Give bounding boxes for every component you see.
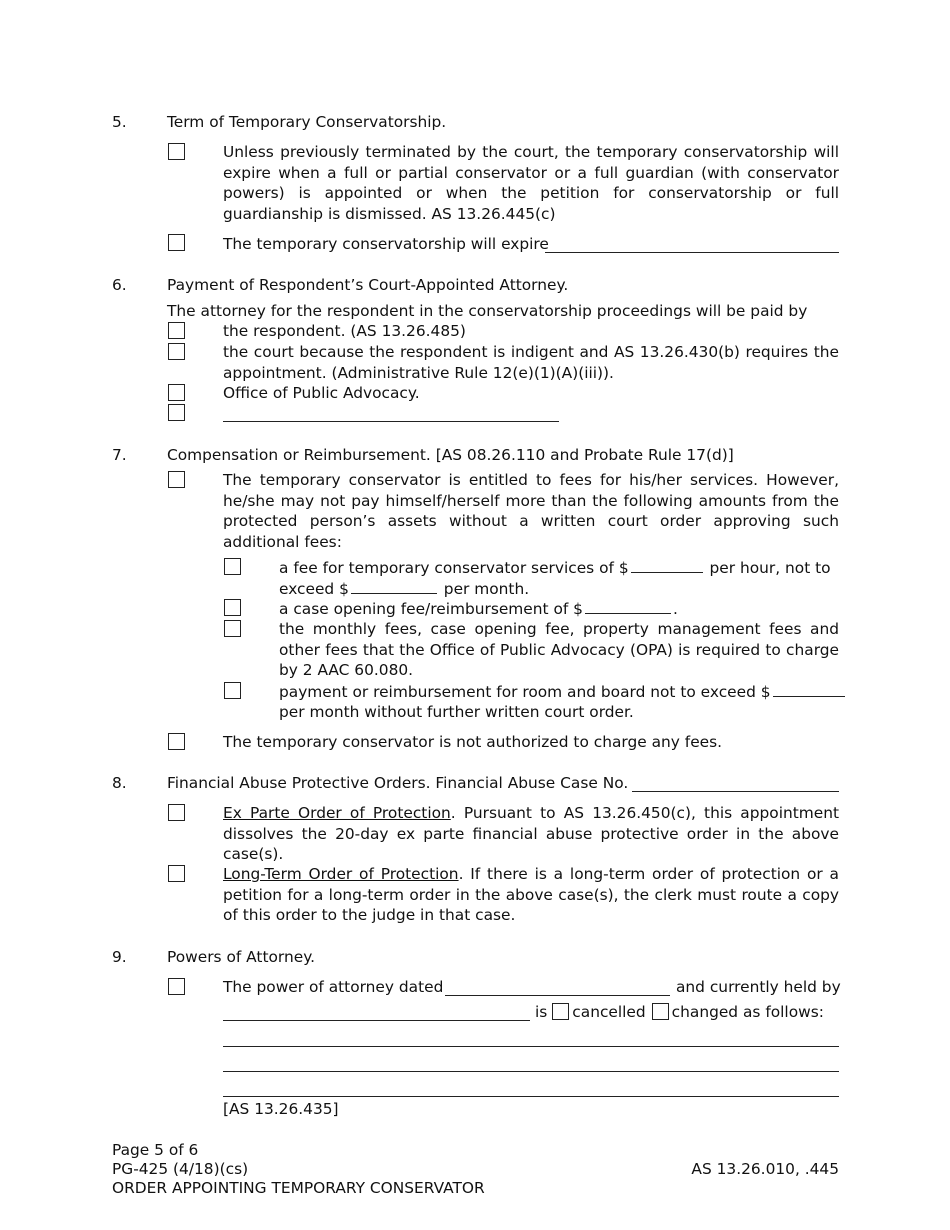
poa-held-by-label: and currently held by bbox=[676, 978, 841, 996]
room-board-checkbox[interactable] bbox=[224, 682, 241, 699]
section-5-heading: Term of Temporary Conservatorship. bbox=[167, 113, 447, 131]
term-expire-date-field[interactable] bbox=[545, 252, 839, 253]
hourly-fee-checkbox[interactable] bbox=[224, 558, 241, 575]
section-8-heading: Financial Abuse Protective Orders. Financial Abuse Case No. bbox=[167, 774, 629, 792]
opa-fees-text: the monthly fees, case opening fee, property management fees and other fees that the Office of Public Advocacy (OPA) is required to charge by 2 AAC 60.080. bbox=[279, 620, 839, 679]
room-board-line-1 bbox=[279, 681, 847, 703]
poa-status-line bbox=[535, 1002, 824, 1023]
section-7-number: 7. bbox=[112, 446, 127, 464]
footer-statute: AS 13.26.010, .445 bbox=[691, 1160, 839, 1178]
hourly-fee-suffix: per hour, not to bbox=[709, 559, 831, 577]
long-term-order-checkbox[interactable] bbox=[168, 865, 185, 882]
term-expire-date-checkbox[interactable] bbox=[168, 234, 185, 251]
hourly-fee-label: a fee for temporary conservator services of $ bbox=[279, 559, 629, 577]
poa-changes-line-1[interactable] bbox=[223, 1046, 839, 1047]
hourly-rate-field[interactable] bbox=[631, 557, 703, 573]
poa-cancelled-checkbox[interactable] bbox=[552, 1003, 569, 1020]
ex-parte-order-checkbox[interactable] bbox=[168, 804, 185, 821]
term-previously-terminated-text: Unless previously terminated by the court, the temporary conservatorship will expire when a full or partial conservator or a full guardian (with conservator powers) is appointed or when the petition for conservatorship or full guardianship is dismissed. AS 13.26.445(c) bbox=[223, 143, 839, 223]
poa-statute-cite: [AS 13.26.435] bbox=[223, 1100, 339, 1118]
poa-cancelled-label: cancelled bbox=[572, 1003, 646, 1021]
poa-changed-label: changed as follows: bbox=[671, 1003, 824, 1021]
paid-by-court-text: the court because the respondent is indigent and AS 13.26.430(b) requires the appointment. (Administrative Rule 12(e)(1)(A)(iii)). bbox=[223, 343, 839, 382]
section-6-number: 6. bbox=[112, 276, 127, 294]
poa-dated-label: The power of attorney dated bbox=[223, 978, 444, 996]
monthly-cap-field[interactable] bbox=[351, 578, 437, 594]
term-previously-terminated-checkbox[interactable] bbox=[168, 143, 185, 160]
room-board-label: payment or reimbursement for room and board not to exceed $ bbox=[279, 683, 771, 701]
hourly-fee-line-1 bbox=[279, 557, 831, 579]
poa-changes-line-2[interactable] bbox=[223, 1071, 839, 1072]
section-9-number: 9. bbox=[112, 948, 127, 966]
case-opening-fee-period: . bbox=[672, 600, 678, 618]
room-board-field[interactable] bbox=[773, 681, 845, 697]
long-term-order-text bbox=[223, 864, 839, 926]
footer-form-number: PG-425 (4/18)(cs) bbox=[112, 1160, 249, 1178]
ex-parte-order-text bbox=[223, 803, 839, 865]
case-opening-fee-label: a case opening fee/reimbursement of $ bbox=[279, 600, 583, 618]
footer-page-number: Page 5 of 6 bbox=[112, 1141, 199, 1159]
monthly-cap-label: exceed $ bbox=[279, 580, 349, 598]
opa-fees-checkbox[interactable] bbox=[224, 620, 241, 637]
paid-by-respondent-text: the respondent. (AS 13.26.485) bbox=[223, 322, 466, 340]
long-term-order-body: . If there is a long-term order of protection or a petition for a long-term order in the above case(s), the clerk must route a copy of this order to the judge in that case. bbox=[223, 865, 839, 924]
fees-entitled-checkbox[interactable] bbox=[168, 471, 185, 488]
paid-by-opa-text: Office of Public Advocacy. bbox=[223, 384, 420, 402]
case-opening-fee-checkbox[interactable] bbox=[224, 599, 241, 616]
case-opening-fee-line bbox=[279, 598, 678, 620]
fees-entitled-text: The temporary conservator is entitled to fees for his/her services. However, he/she may not pay himself/herself more than the following amounts from the protected person’s assets without a written court order approving such additional fees: bbox=[223, 471, 839, 551]
no-fees-checkbox[interactable] bbox=[168, 733, 185, 750]
paid-by-court-checkbox[interactable] bbox=[168, 343, 185, 360]
poa-changes-line-3[interactable] bbox=[223, 1096, 839, 1097]
ex-parte-order-body: . Pursuant to AS 13.26.450(c), this appointment dissolves the 20-day ex parte financial abuse protective order in the above case(s). bbox=[223, 804, 840, 863]
financial-abuse-case-number-field[interactable] bbox=[632, 791, 839, 792]
section-7-heading: Compensation or Reimbursement. [AS 08.26.110 and Probate Rule 17(d)] bbox=[167, 446, 734, 464]
case-opening-fee-field[interactable] bbox=[585, 598, 671, 614]
no-fees-text: The temporary conservator is not authorized to charge any fees. bbox=[223, 733, 723, 751]
paid-by-other-checkbox[interactable] bbox=[168, 404, 185, 421]
term-expire-label: The temporary conservatorship will expire bbox=[223, 235, 549, 253]
poa-date-field[interactable] bbox=[445, 995, 670, 996]
poa-holder-field[interactable] bbox=[223, 1020, 530, 1021]
long-term-order-title: Long-Term Order of Protection bbox=[223, 865, 459, 883]
ex-parte-order-title: Ex Parte Order of Protection bbox=[223, 804, 451, 822]
section-9-heading: Powers of Attorney. bbox=[167, 948, 315, 966]
section-6-heading: Payment of Respondent’s Court-Appointed Attorney. bbox=[167, 276, 569, 294]
hourly-fee-line-2 bbox=[279, 578, 529, 600]
section-5-number: 5. bbox=[112, 113, 127, 131]
monthly-cap-suffix: per month. bbox=[443, 580, 530, 598]
poa-changed-checkbox[interactable] bbox=[652, 1003, 669, 1020]
section-8-number: 8. bbox=[112, 774, 127, 792]
poa-is-label: is bbox=[535, 1003, 548, 1021]
paid-by-other-field[interactable] bbox=[223, 421, 559, 422]
room-board-line-2: per month without further written court order. bbox=[279, 703, 634, 721]
paid-by-respondent-checkbox[interactable] bbox=[168, 322, 185, 339]
attorney-paid-intro: The attorney for the respondent in the conservatorship proceedings will be paid by bbox=[167, 302, 808, 320]
footer-form-title: ORDER APPOINTING TEMPORARY CONSERVATOR bbox=[112, 1179, 485, 1197]
power-of-attorney-checkbox[interactable] bbox=[168, 978, 185, 995]
paid-by-opa-checkbox[interactable] bbox=[168, 384, 185, 401]
